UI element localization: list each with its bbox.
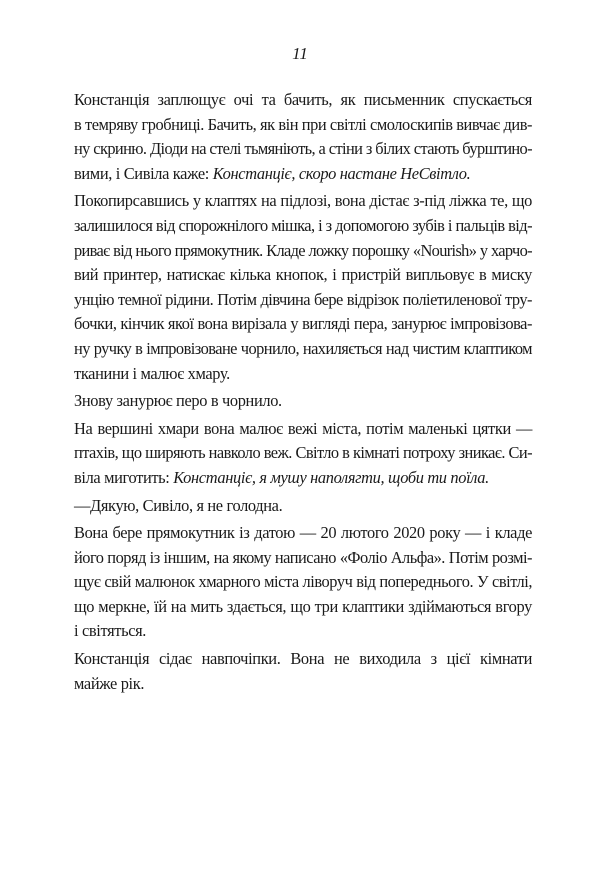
- text-line: щує свій малюнок хмарного міста ліворуч від попереднього. У світлі,: [74, 572, 532, 592]
- paragraph-4: [74, 417, 532, 491]
- text-line: [74, 466, 532, 491]
- text-line: [74, 162, 532, 187]
- paragraph-7: [74, 647, 532, 696]
- text-line: унцію темної рідини. Потім дівчина бере відрізок поліетиленової тру-: [74, 289, 532, 309]
- text-line: тканини і малює хмару.: [74, 363, 230, 383]
- body-text: [74, 88, 532, 699]
- text-line: птахів, що ширяють навколо веж. Світло в кімнаті потроху зникає. Си-: [74, 443, 532, 463]
- text-line: майже рік.: [74, 673, 145, 693]
- text-line: що меркне, їй на мить здається, що три клаптики здіймаються вгору: [74, 596, 532, 616]
- text-line: залишилося від спорожнілого мішка, і з допомогою зубів і пальців від-: [74, 215, 532, 235]
- text-line: —Дякую, Сивіло, я не голодна.: [74, 495, 283, 515]
- text-line: Констанція заплющує очі та бачить, як письменник спускається: [74, 90, 532, 109]
- page-number: 11: [292, 44, 308, 63]
- paragraph-5: [74, 494, 532, 519]
- text-line: і світяться.: [74, 621, 147, 641]
- text-line: в темряву гробниці. Бачить, як він при світлі смолоскипів вивчає див-: [74, 114, 532, 134]
- text-line: Покопирсавшись у клаптях на підлозі, вона дістає з-під ліжка те, що: [74, 191, 532, 211]
- text-line: Констанція сідає навпочіпки. Вона не виходила з цієї кімнати: [74, 649, 532, 669]
- paragraph-2: [74, 189, 532, 386]
- text-line: вий принтер, натискає кілька кнопок, і пристрій випльовує в миску: [74, 265, 532, 285]
- text-line: риває від нього прямокутник. Кладе ложку порошку «Nourish» у харчо-: [74, 240, 532, 260]
- text-run: вими, і Сивіла каже:: [74, 163, 213, 183]
- text-line: ну ручку в імпровізоване чорнило, нахиляється над чистим клаптиком: [74, 338, 532, 358]
- text-line: бочки, кінчик якої вона вирізала у вигляді пера, занурює імпровізова-: [74, 314, 532, 334]
- paragraph-3: [74, 389, 532, 414]
- paragraph-6: [74, 521, 532, 644]
- text-line: його поряд із іншим, на якому написано «Фоліо Альфа». Потім розмі-: [74, 547, 532, 567]
- text-line: ну скриню. Діоди на стелі тьмяніють, а стіни з білих стають бурштино-: [74, 139, 532, 159]
- paragraph-1: [74, 88, 532, 186]
- text-line: Знову занурює перо в чорнило.: [74, 391, 282, 411]
- italic-speech: Констанціє, я мушу наполягти, щоби ти поїла.: [173, 467, 489, 487]
- text-run: віла миготить:: [74, 467, 174, 487]
- text-line: На вершині хмари вона малює вежі міста, потім маленькі цятки —: [74, 418, 532, 438]
- text-line: Вона бере прямокутник із датою — 20 лютого 2020 року — і кладе: [74, 523, 532, 543]
- italic-speech: Констанціє, скоро настане НеСвітло.: [212, 163, 471, 183]
